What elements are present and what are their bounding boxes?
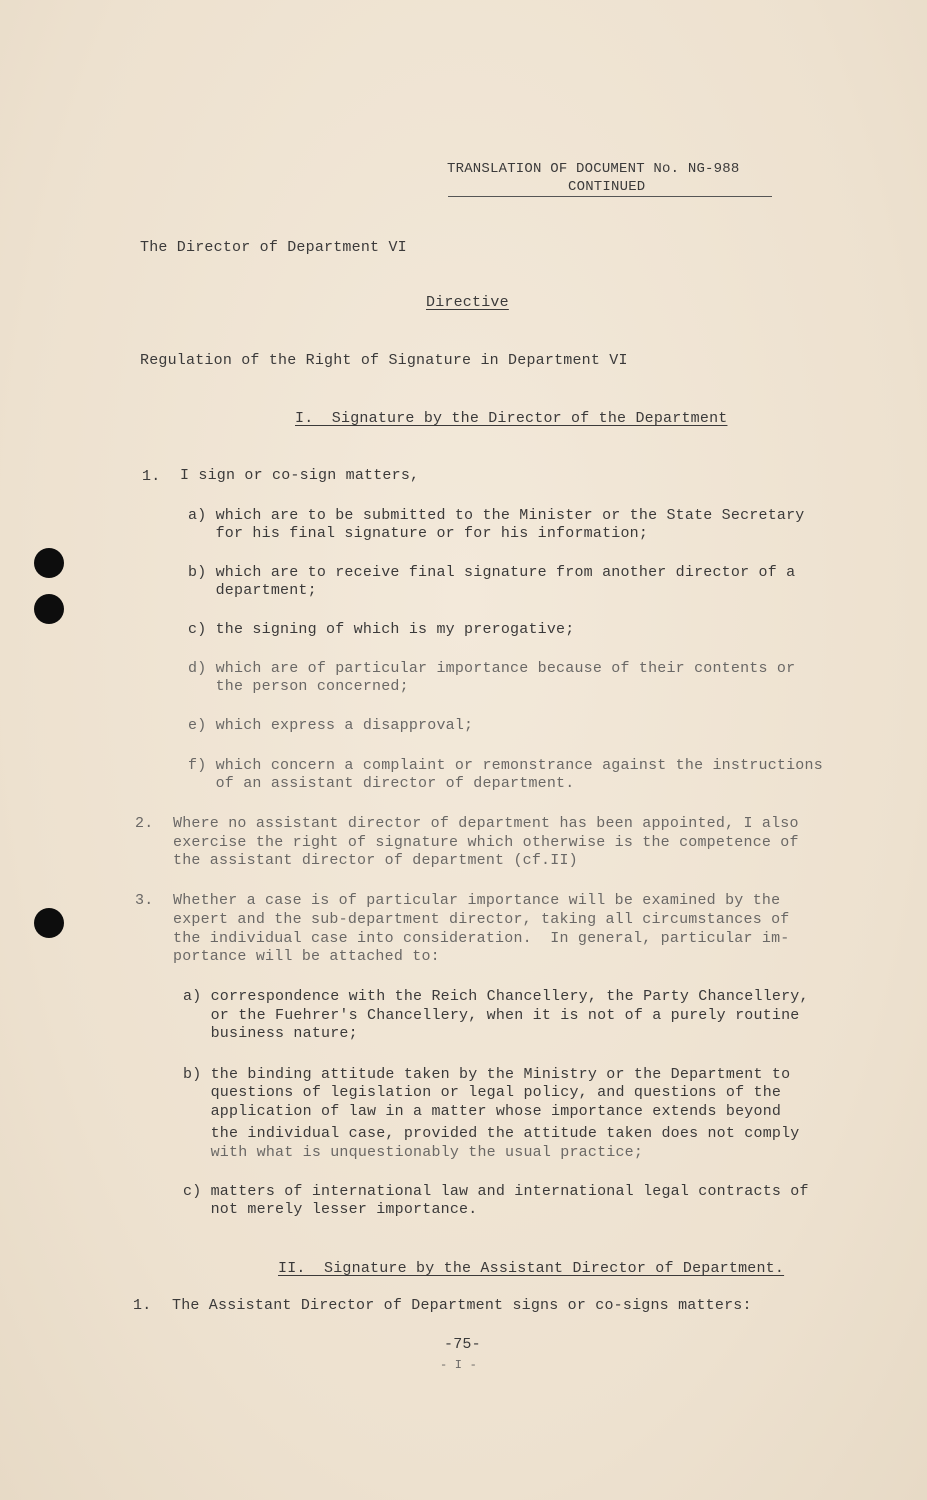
item-3-number: 3. xyxy=(135,892,154,909)
section-2-item-1-text: The Assistant Director of Department signs or co-signs matters: xyxy=(172,1297,752,1314)
item-3-line3: the individual case into consideration. In general, particular im- xyxy=(173,930,790,947)
section-2-heading: II. Signature by the Assistant Director of Department. xyxy=(278,1260,785,1277)
item-3b-line3: application of law in a matter whose importance extends beyond xyxy=(183,1103,782,1120)
item-1a-line2: for his final signature or for his information; xyxy=(188,525,649,542)
punch-hole-top xyxy=(34,548,64,578)
item-3-line1: Whether a case is of particular importance will be examined by the xyxy=(173,892,781,909)
page-number: -75- xyxy=(444,1336,481,1353)
item-1f-line2: of an assistant director of department. xyxy=(188,775,575,792)
header-title: TRANSLATION OF DOCUMENT No. NG-988 xyxy=(447,161,740,177)
item-3a-line2: or the Fuehrer's Chancellery, when it is not of a purely routine xyxy=(183,1007,800,1024)
item-1f-line1: f) which concern a complaint or remonstrance against the instructions xyxy=(188,757,823,774)
item-3c-line1: c) matters of international law and international legal contracts of xyxy=(183,1183,809,1200)
document-subject: Regulation of the Right of Signature in Department VI xyxy=(140,352,628,369)
item-3b-line2: questions of legislation or legal policy, and questions of the xyxy=(183,1084,782,1101)
item-1b-line1: b) which are to receive final signature from another director of a xyxy=(188,564,796,581)
item-3a-line1: a) correspondence with the Reich Chancellery, the Party Chancellery, xyxy=(183,988,809,1005)
item-3-line4: portance will be attached to: xyxy=(173,948,440,965)
item-3b-line4: the individual case, provided the attitude taken does not comply xyxy=(183,1125,800,1142)
item-1d-line2: the person concerned; xyxy=(188,678,409,695)
document-type: Directive xyxy=(426,294,509,311)
item-1a-line1: a) which are to be submitted to the Minister or the State Secretary xyxy=(188,507,805,524)
section-2-item-1-number: 1. xyxy=(133,1297,152,1314)
item-1-text: I sign or co-sign matters, xyxy=(180,467,420,484)
item-3b-line1: b) the binding attitude taken by the Ministry or the Department to xyxy=(183,1066,791,1083)
item-2-line3: the assistant director of department (cf.II) xyxy=(173,852,578,869)
sender-line: The Director of Department VI xyxy=(140,239,407,256)
item-2-number: 2. xyxy=(135,815,154,832)
item-2-line1: Where no assistant director of department has been appointed, I also xyxy=(173,815,799,832)
item-1d-line1: d) which are of particular importance because of their contents or xyxy=(188,660,796,677)
item-3a-line3: business nature; xyxy=(183,1025,358,1042)
item-2-line2: exercise the right of signature which otherwise is the competence of xyxy=(173,834,799,851)
item-3b-line5: with what is unquestionably the usual practice; xyxy=(183,1144,644,1161)
item-3-line2: expert and the sub-department director, taking all circumstances of xyxy=(173,911,790,928)
item-1b-line2: department; xyxy=(188,582,317,599)
footer-mark: - I - xyxy=(440,1358,478,1372)
header-underline xyxy=(448,196,772,197)
item-1e-line1: e) which express a disapproval; xyxy=(188,717,474,734)
punch-hole-middle xyxy=(34,594,64,624)
item-1-number: 1. xyxy=(142,468,161,485)
section-1-heading: I. Signature by the Director of the Department xyxy=(295,410,728,427)
item-3c-line2: not merely lesser importance. xyxy=(183,1201,478,1218)
item-1c-line1: c) the signing of which is my prerogative; xyxy=(188,621,575,638)
punch-hole-bottom xyxy=(34,908,64,938)
header-continued: CONTINUED xyxy=(568,179,646,195)
